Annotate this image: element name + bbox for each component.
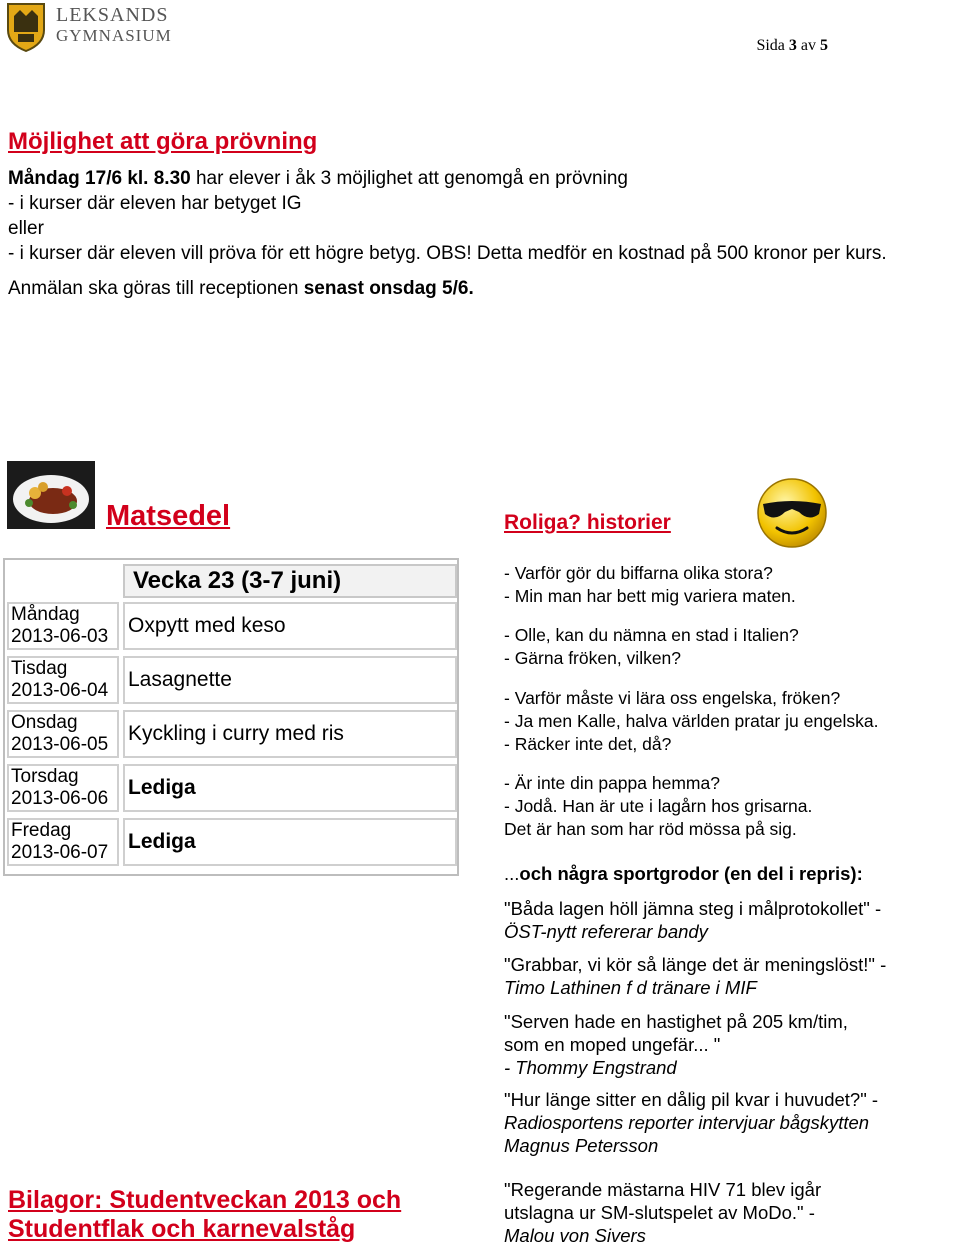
menu-dish-cell: Lasagnette [123, 656, 457, 704]
menu-dish-cell: Kyckling i curry med ris [123, 710, 457, 758]
quote-2: "Grabbar, vi kör så länge det är meningslöst!" - Timo Lathinen f d tränare i MIF [504, 954, 887, 998]
joke-1: - Varför gör du biffarna olika stora? - Min man har bett mig variera maten. [504, 563, 796, 606]
school-logo [6, 2, 176, 54]
page-number: Sida 3 av 5 [756, 37, 828, 54]
joke-3: - Varför måste vi lära oss engelska, fröken? - Ja men Kalle, halva världen pratar ju engelska. - Räcker inte det, då? [504, 688, 879, 754]
quote-4: "Hur länge sitter en dålig pil kvar i huvudet?" - Radiosportens reporter intervjuar bågskytten Magnus Petersson [504, 1089, 879, 1156]
menu-dish-cell: Lediga [123, 818, 457, 866]
sunglasses-smiley-icon [755, 476, 829, 550]
menu-day-cell: Fredag 2013-06-07 [7, 818, 119, 866]
menu-row [5, 818, 457, 868]
shield-icon [6, 2, 46, 52]
matsedel-heading: Matsedel [106, 500, 231, 532]
menu-week-header: Vecka 23 (3-7 juni) [123, 564, 457, 598]
menu-row [5, 710, 457, 760]
menu-table [3, 558, 459, 876]
menu-dish-cell: Lediga [123, 764, 457, 812]
joke-2: - Olle, kan du nämna en stad i Italien? - Gärna fröken, vilken? [504, 625, 799, 668]
provning-line4: - i kurser där eleven vill pröva för ett högre betyg. OBS! Detta medför en kostnad på 500 kronor per kurs. [8, 243, 887, 264]
food-plate-image [7, 461, 95, 529]
roliga-heading: Roliga? historier [504, 511, 671, 534]
provning-heading: Möjlighet att göra prövning [8, 128, 318, 155]
menu-day-cell: Måndag 2013-06-03 [7, 602, 119, 650]
menu-row [5, 602, 457, 652]
sport-heading: ...och några sportgrodor (en del i repris): [504, 863, 863, 884]
provning-line3: eller [8, 218, 44, 239]
quote-3: "Serven hade en hastighet på 205 km/tim, som en moped ungefär... " - Thommy Engstrand [504, 1011, 848, 1078]
provning-line1: Måndag 17/6 kl. 8.30 har elever i åk 3 möjlighet att genomgå en prövning [8, 168, 628, 189]
menu-day-cell: Onsdag 2013-06-05 [7, 710, 119, 758]
anmalan-line: Anmälan ska göras till receptionen senast onsdag 5/6. [8, 278, 474, 299]
provning-body [8, 166, 960, 301]
quote-1: "Båda lagen höll jämna steg i målprotokollet" - ÖST-nytt refererar bandy [504, 898, 882, 942]
menu-row [5, 764, 457, 814]
menu-day-cell: Tisdag 2013-06-04 [7, 656, 119, 704]
menu-dish-cell: Oxpytt med keso [123, 602, 457, 650]
logo-text-line2: GYMNASIUM [56, 26, 172, 45]
bilagor-heading: Bilagor: Studentveckan 2013 och Studentflak och karnevalståg [8, 1186, 402, 1243]
logo-text-line1: LEKSANDS [56, 4, 169, 26]
menu-row [5, 656, 457, 706]
provning-line2: - i kurser där eleven har betyget IG [8, 193, 302, 214]
quote-5: "Regerande mästarna HIV 71 blev igår utslagna ur SM-slutspelet av MoDo." - Malou von Sivers [504, 1179, 822, 1246]
menu-day-cell: Torsdag 2013-06-06 [7, 764, 119, 812]
joke-4: - Är inte din pappa hemma? - Jodå. Han är ute i lagårn hos grisarna. Det är han som har röd mössa på sig. [504, 773, 813, 839]
